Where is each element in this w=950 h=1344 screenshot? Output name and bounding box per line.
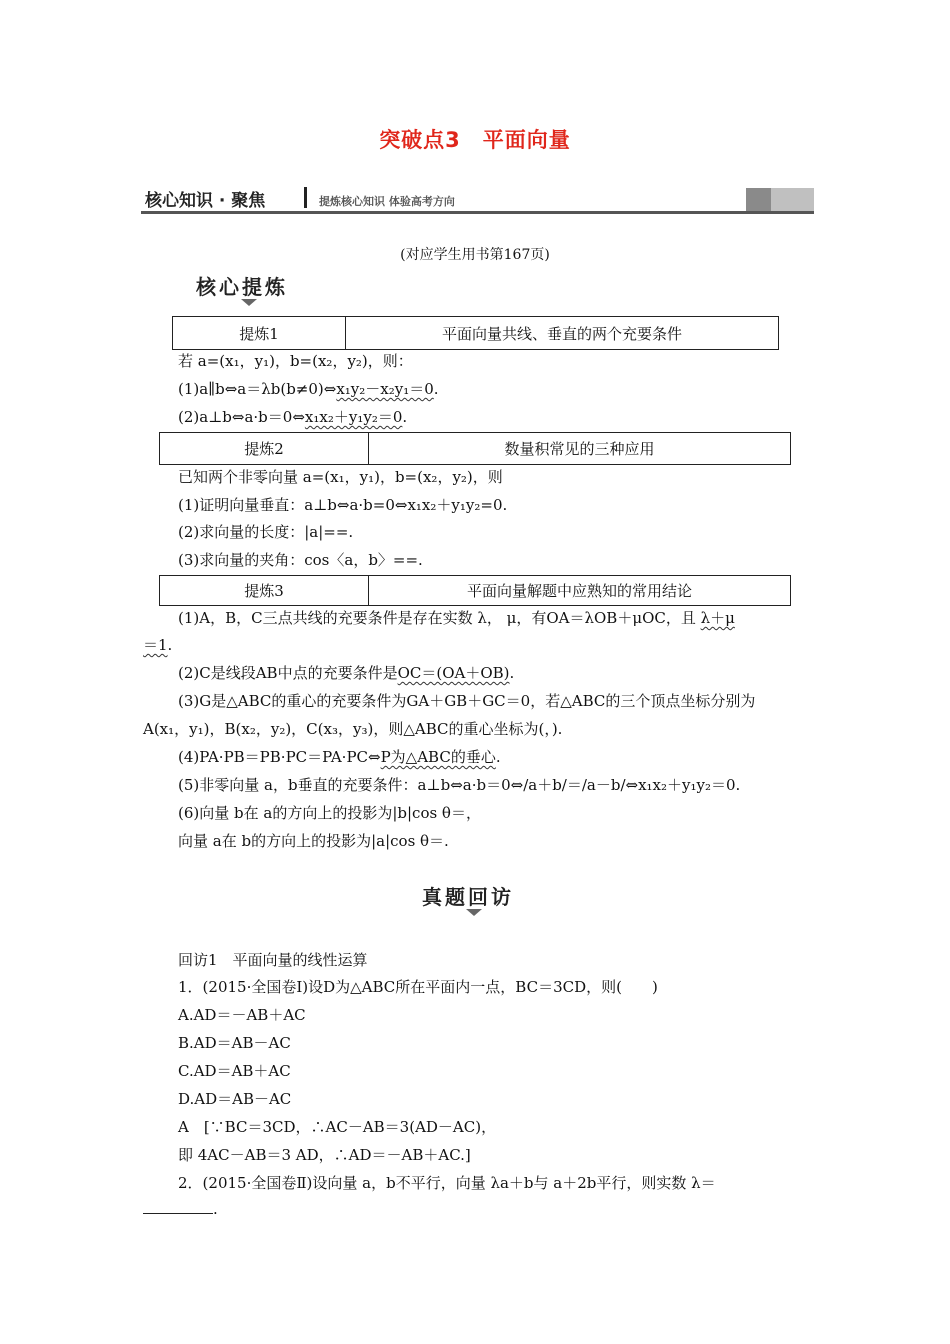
- option-d: D.AD＝AB－AC: [178, 1090, 292, 1108]
- text-line: (2)C是线段AB中点的充要条件是OC＝(OA＋OB).: [178, 664, 515, 682]
- section-banner: [141, 183, 814, 215]
- option-c: C.AD＝AB＋AC: [178, 1062, 291, 1080]
- option-b: B.AD＝AB－AC: [178, 1034, 291, 1052]
- banner-divider: [304, 187, 307, 208]
- text-line: (1)A，B，C三点共线的充要条件是存在实数 λ， μ，有OA＝λOB＋μOC，且 λ＋μ: [178, 609, 735, 627]
- emphasized-text: λ＋μ: [700, 609, 735, 627]
- page-reference: (对应学生用书第167页): [400, 247, 550, 263]
- text-line: ＝1.: [143, 636, 173, 654]
- answer-line-1: A [∵BC＝3CD，∴AC－AB＝3(AD－AC)，: [178, 1118, 497, 1136]
- text-line: A(x₁，y₁)，B(x₂，y₂)，C(x₃，y₃)，则△ABC的重心坐标为(，).: [143, 720, 563, 738]
- key-point-label: 提炼3: [160, 576, 369, 605]
- option-a: A.AD＝－AB＋AC: [178, 1006, 306, 1024]
- key-point-box-1: [172, 316, 779, 350]
- section-heading-core: 核心提炼: [196, 275, 288, 299]
- text-line: (4)PA·PB＝PB·PC＝PA·PC⇔P为△ABC的垂心.: [178, 748, 501, 766]
- question-2: 2．(2015·全国卷Ⅱ)设向量 a，b不平行，向量 λa＋b与 a＋2b平行，则实数 λ＝: [178, 1174, 716, 1192]
- emphasized-text: ＝1: [143, 636, 168, 654]
- text-line: (2)求向量的长度：|a|==.: [178, 523, 354, 541]
- answer-blank: [143, 1199, 213, 1214]
- emphasized-text: P为△ABC的垂心: [380, 748, 496, 766]
- key-point-title: 数量积常见的三种应用: [504, 440, 655, 458]
- triangle-down-icon: [241, 299, 257, 306]
- text-line: 已知两个非零向量 a=(x₁，y₁)，b=(x₂，y₂)，则: [178, 468, 503, 486]
- triangle-down-icon: [466, 909, 482, 916]
- key-point-box-3: [159, 575, 791, 606]
- text-line: (6)向量 b在 a的方向上的投影为|b|cos θ＝，: [178, 804, 481, 822]
- text-line: (1)证明向量垂直：a⊥b⇔a·b=0⇔x₁x₂＋y₁y₂=0.: [178, 496, 508, 514]
- key-point-label: 提炼1: [173, 317, 346, 349]
- text-line: 若 a=(x₁，y₁)，b=(x₂，y₂)，则：: [178, 352, 413, 370]
- answer-blank-line: .: [143, 1199, 218, 1218]
- key-point-title: 平面向量解题中应熟知的常用结论: [466, 582, 692, 600]
- text-line: 向量 a在 b的方向上的投影为|a|cos θ＝.: [178, 832, 449, 850]
- emphasized-text: OC＝(OA＋OB): [397, 664, 510, 682]
- text-line: (3)求向量的夹角：cos〈a，b〉==.: [178, 551, 423, 569]
- banner-subtitle: 提炼核心知识 体验高考方向: [319, 195, 455, 208]
- banner-block-dark: [746, 188, 771, 211]
- emphasized-text: x₁x₂＋y₁y₂＝0: [304, 408, 403, 426]
- key-point-title: 平面向量共线、垂直的两个充要条件: [441, 324, 682, 343]
- emphasized-text: x₁y₂－x₂y₁＝0: [336, 380, 434, 398]
- key-point-label: 提炼2: [160, 433, 369, 464]
- banner-block-light: [771, 188, 814, 211]
- text-line: (1)a∥b⇔a＝λb(b≠0)⇔x₁y₂－x₂y₁＝0.: [178, 380, 439, 398]
- question-1: 1．(2015·全国卷Ⅰ)设D为△ABC所在平面内一点，BC＝3CD，则( ): [178, 978, 658, 996]
- page-title: 突破点3 平面向量: [379, 128, 571, 152]
- section-heading-review: 真题回访: [422, 885, 514, 909]
- text-line: (2)a⊥b⇔a·b＝0⇔x₁x₂＋y₁y₂＝0.: [178, 408, 408, 426]
- answer-line-2: 即 4AC－AB＝3 AD，∴AD＝－AB＋AC.]: [178, 1146, 471, 1164]
- text-line: (3)G是△ABC的重心的充要条件为GA＋GB＋GC＝0，若△ABC的三个顶点坐标分别为: [178, 692, 756, 710]
- banner-rule: [141, 211, 814, 214]
- review-heading: 回访1 平面向量的线性运算: [178, 951, 368, 969]
- text-line: (5)非零向量 a，b垂直的充要条件：a⊥b⇔a·b＝0⇔/a＋b/＝/a－b/⇔x₁x₂＋y₁y₂＝0.: [178, 776, 741, 794]
- banner-main-label: 核心知识 · 聚焦: [145, 191, 266, 211]
- key-point-box-2: [159, 432, 791, 465]
